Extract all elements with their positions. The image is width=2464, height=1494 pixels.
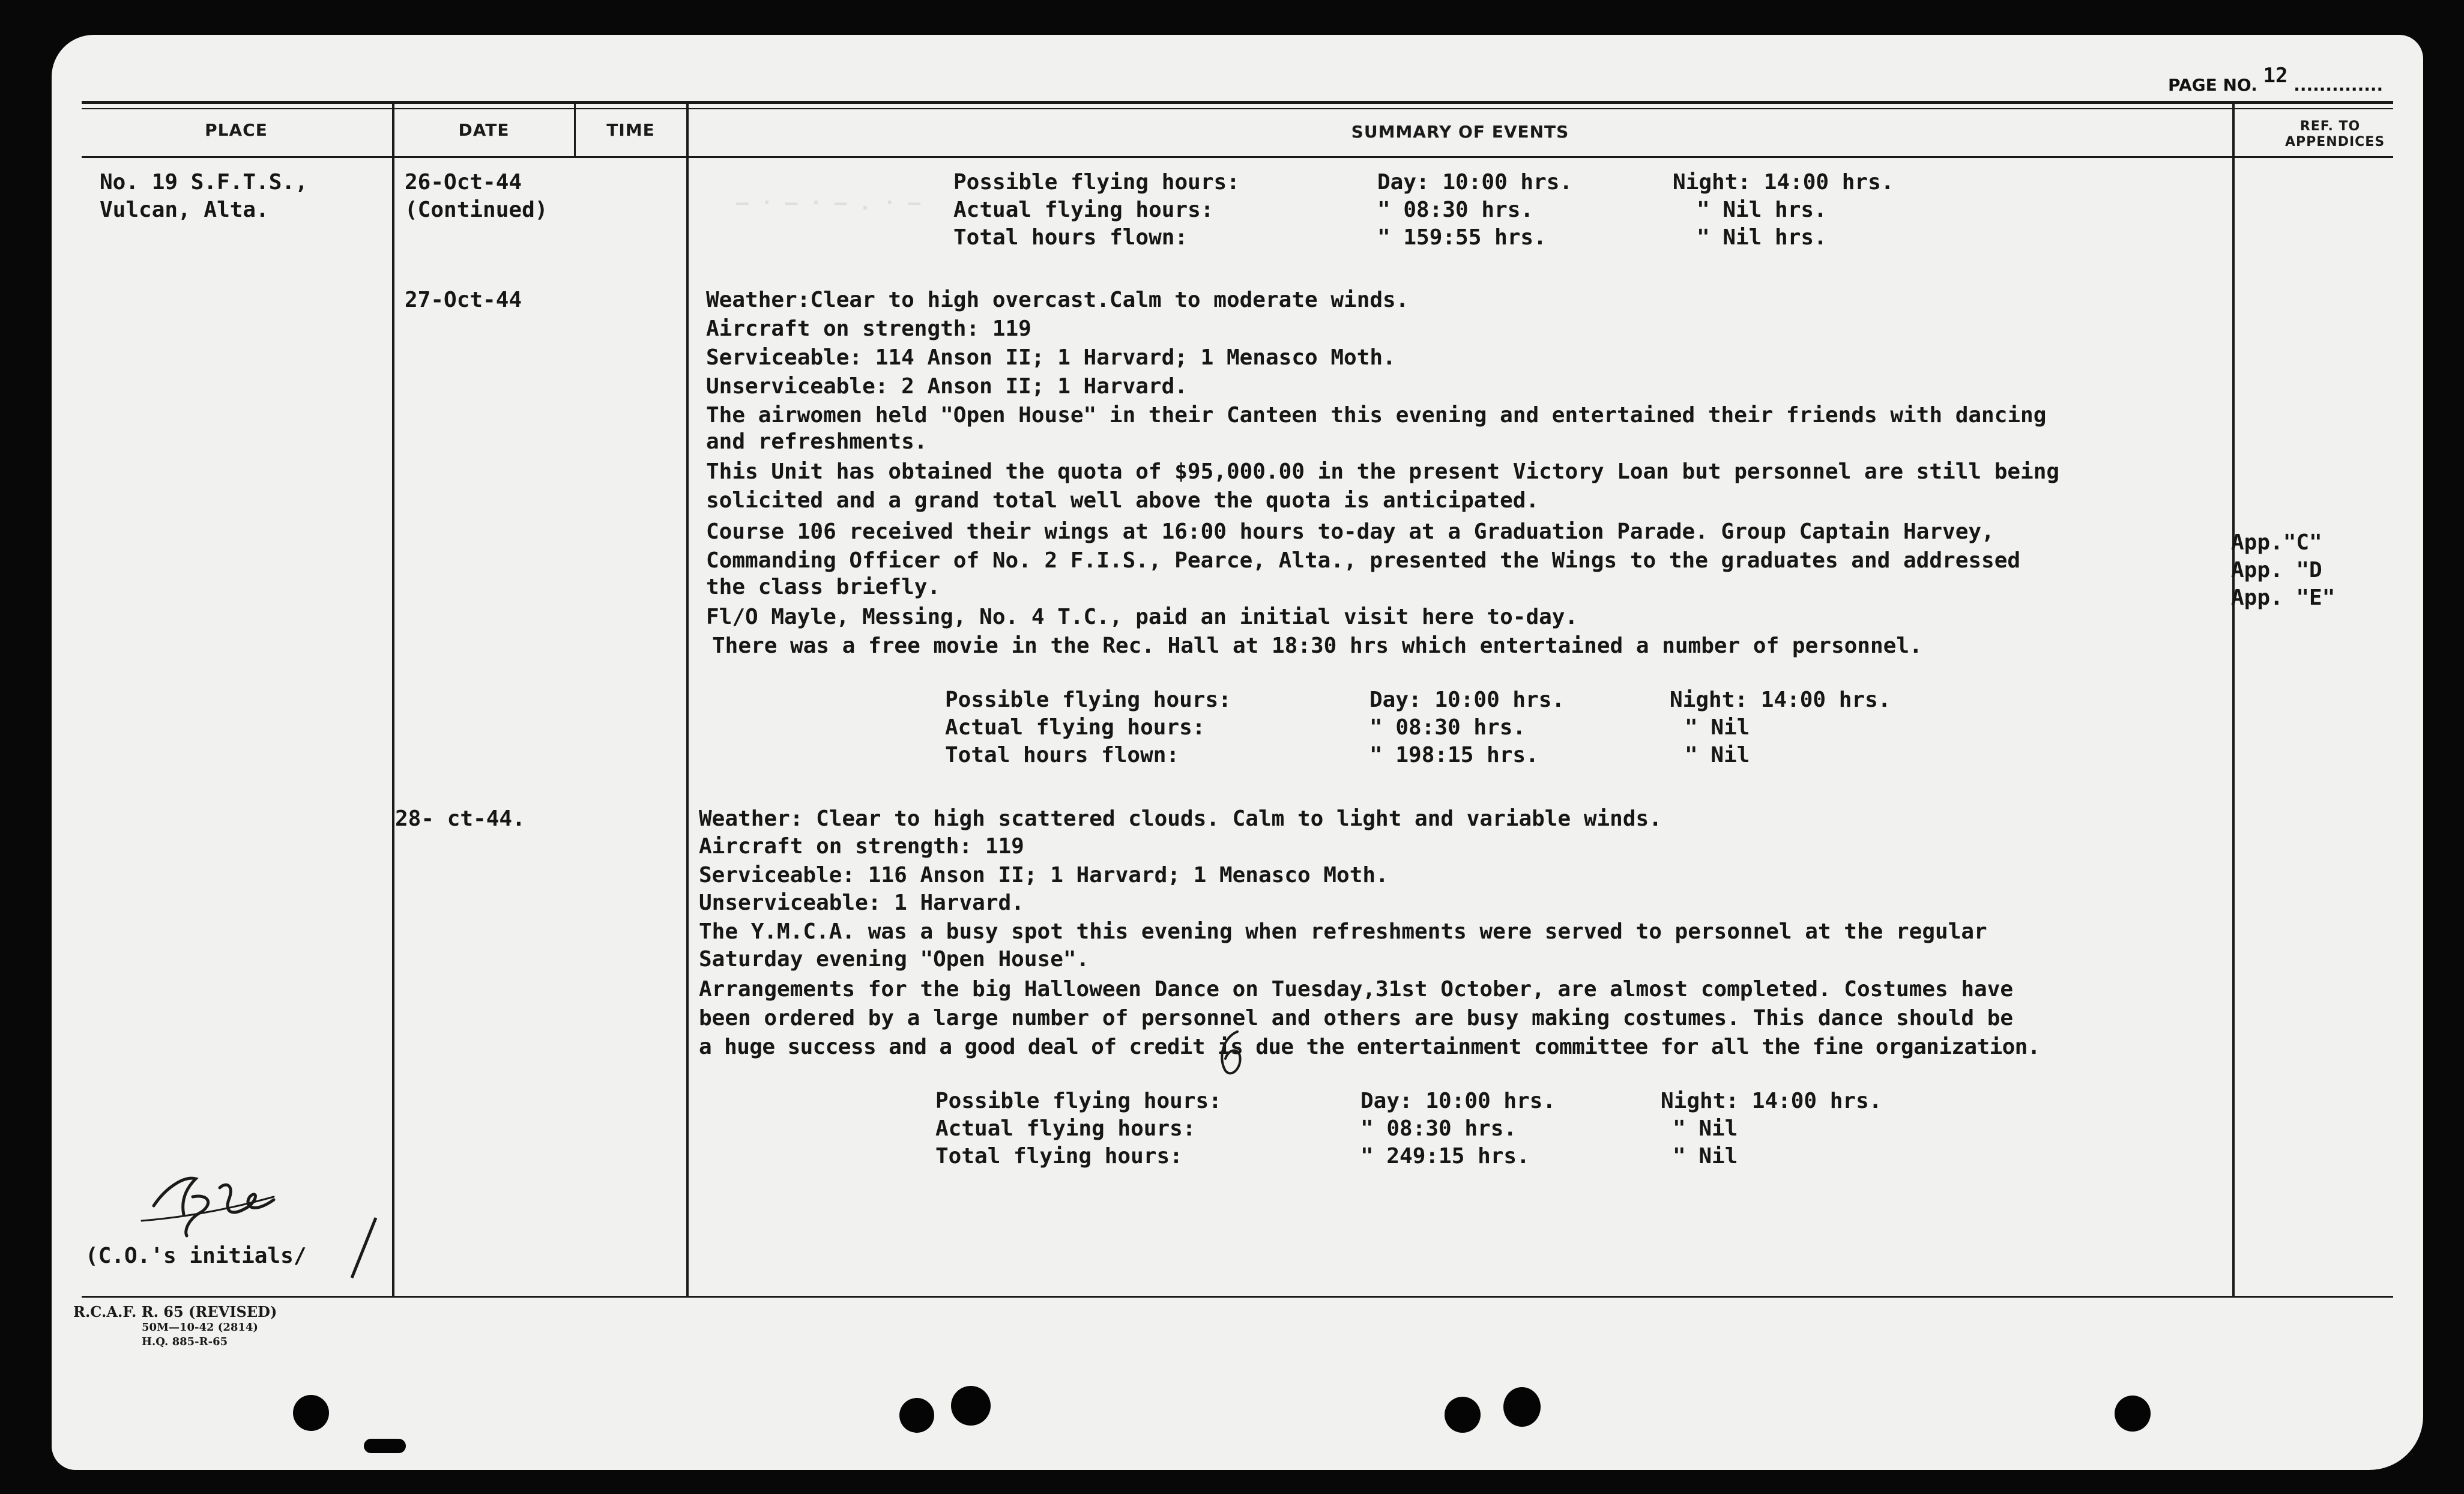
line: There was a free movie in the Rec. Hall at 18:30 hrs which entertained a number of personnel. <box>712 634 1922 658</box>
header-top-rule-2 <box>82 108 2393 109</box>
header-bottom-rule <box>82 156 2393 158</box>
column-header-time: TIME <box>606 120 655 140</box>
co-signature <box>130 1164 346 1248</box>
possible-hours-day: Day: 10:00 hrs. <box>1360 1089 1556 1113</box>
punch-hole <box>1503 1387 1541 1427</box>
col-sep-summary-ref <box>2232 104 2235 1296</box>
punch-mark <box>364 1439 406 1453</box>
line: the class briefly. <box>706 575 941 599</box>
total-hours-label: Total hours flown: <box>945 743 1180 767</box>
total-hours-label: Total flying hours: <box>935 1144 1183 1169</box>
total-hours-day: " 159:55 hrs. <box>1377 225 1547 250</box>
possible-hours-night: Night: 14:00 hrs. <box>1670 688 1891 712</box>
date-26-oct: 26-Oct-44 <box>405 170 522 195</box>
total-hours-night: " Nil hrs. <box>1697 225 1827 250</box>
date-27-oct: 27-Oct-44 <box>405 288 522 312</box>
total-hours-day: " 198:15 hrs. <box>1369 743 1539 767</box>
line: Saturday evening "Open House". <box>699 947 1090 972</box>
signature-slash <box>340 1212 388 1284</box>
column-header-place: PLACE <box>205 120 268 140</box>
total-hours-day: " 249:15 hrs. <box>1360 1144 1530 1169</box>
possible-hours-night: Night: 14:00 hrs. <box>1673 170 1894 195</box>
header-top-rule <box>82 101 2393 104</box>
column-header-ref: REF. TO APPENDICES <box>2285 119 2385 150</box>
page-number-value: 12 <box>2263 64 2288 88</box>
col-sep-place-date <box>392 104 394 1296</box>
form-print-run: 50M—10-42 (2814) <box>142 1321 258 1334</box>
line: Commanding Officer of No. 2 F.I.S., Pearce, Alta., presented the Wings to the graduates and addressed <box>706 548 2021 573</box>
form-hq-ref: H.Q. 885-R-65 <box>142 1335 228 1348</box>
line: Serviceable: 116 Anson II; 1 Harvard; 1 Menasco Moth. <box>699 863 1389 888</box>
line: Weather:Clear to high overcast.Calm to moderate winds. <box>706 288 1409 312</box>
total-hours-night: " Nil <box>1673 1144 1738 1169</box>
actual-hours-night: " Nil hrs. <box>1697 198 1827 222</box>
column-header-summary: SUMMARY OF EVENTS <box>1351 122 1569 142</box>
possible-hours-day: Day: 10:00 hrs. <box>1369 688 1565 712</box>
line: been ordered by a large number of personnel and others are busy making costumes. This dance should be <box>699 1006 2014 1030</box>
page-number: PAGE NO. 12 .............. <box>2168 64 2384 95</box>
line: Fl/O Mayle, Messing, No. 4 T.C., paid an initial visit here to-day. <box>706 605 1578 629</box>
actual-hours-label: Actual flying hours: <box>953 198 1214 222</box>
total-hours-night: " Nil <box>1685 743 1750 767</box>
bleed-through: — · — · — . · — <box>736 191 921 215</box>
line: Unserviceable: 1 Harvard. <box>699 891 1024 915</box>
line: Aircraft on strength: 119 <box>699 834 1024 859</box>
appendix-e: App. "E" <box>2231 585 2336 610</box>
possible-hours-night: Night: 14:00 hrs. <box>1661 1089 1882 1113</box>
punch-hole <box>899 1398 934 1433</box>
date-26-oct-continued: (Continued) <box>405 198 548 222</box>
possible-hours-label: Possible flying hours: <box>945 688 1231 712</box>
actual-hours-label: Actual flying hours: <box>935 1116 1196 1141</box>
line: and refreshments. <box>706 429 928 454</box>
punch-hole <box>951 1386 991 1426</box>
total-hours-label: Total hours flown: <box>953 225 1188 250</box>
line: Serviceable: 114 Anson II; 1 Harvard; 1 Menasco Moth. <box>706 345 1396 370</box>
possible-hours-label: Possible flying hours: <box>935 1089 1222 1113</box>
appendix-d: App. "D <box>2231 558 2322 582</box>
line: The airwomen held "Open House" in their Canteen this evening and entertained their friends with dancing <box>706 403 2047 428</box>
handwritten-mark <box>1213 1026 1249 1080</box>
line: Arrangements for the big Halloween Dance on Tuesday,31st October, are almost completed. Costumes have <box>699 977 2014 1002</box>
line: Course 106 received their wings at 16:00 hours to-day at a Graduation Parade. Group Captain Harvey, <box>706 519 1994 544</box>
punch-hole <box>293 1395 329 1431</box>
col-sep-time-summary <box>686 104 689 1296</box>
diary-card <box>52 35 2423 1470</box>
place-line-2: Vulcan, Alta. <box>100 198 269 222</box>
actual-hours-day: " 08:30 hrs. <box>1360 1116 1517 1141</box>
punch-hole <box>2115 1396 2151 1432</box>
line: The Y.M.C.A. was a busy spot this evening when refreshments were served to personnel at the regular <box>699 919 1987 944</box>
appendix-c: App."C" <box>2231 530 2322 555</box>
possible-hours-day: Day: 10:00 hrs. <box>1377 170 1573 195</box>
column-header-date: DATE <box>458 120 510 140</box>
actual-hours-day: " 08:30 hrs. <box>1369 715 1526 740</box>
page-number-label: PAGE NO. <box>2168 75 2257 95</box>
co-initials-label: (C.O.'s initials/ <box>85 1244 307 1268</box>
actual-hours-label: Actual flying hours: <box>945 715 1206 740</box>
possible-hours-label: Possible flying hours: <box>953 170 1240 195</box>
actual-hours-night: " Nil <box>1685 715 1750 740</box>
actual-hours-night: " Nil <box>1673 1116 1738 1141</box>
line: Weather: Clear to high scattered clouds. Calm to light and variable winds. <box>699 806 1662 831</box>
line: Unserviceable: 2 Anson II; 1 Harvard. <box>706 374 1188 399</box>
line: solicited and a grand total well above the quota is anticipated. <box>706 488 1539 513</box>
punch-hole <box>1445 1397 1481 1433</box>
line: a huge success and a good deal of credit is due the entertainment committee for all the fine organization. <box>699 1035 2040 1059</box>
form-number: R.C.A.F. R. 65 (REVISED) <box>73 1303 277 1320</box>
place-line-1: No. 19 S.F.T.S., <box>100 170 308 195</box>
line: This Unit has obtained the quota of $95,000.00 in the present Victory Loan but personnel are still being <box>706 459 2060 484</box>
date-28-oct: 28- ct-44. <box>395 806 525 831</box>
actual-hours-day: " 08:30 hrs. <box>1377 198 1534 222</box>
footer-rule <box>82 1296 2393 1298</box>
line: Aircraft on strength: 119 <box>706 316 1031 341</box>
